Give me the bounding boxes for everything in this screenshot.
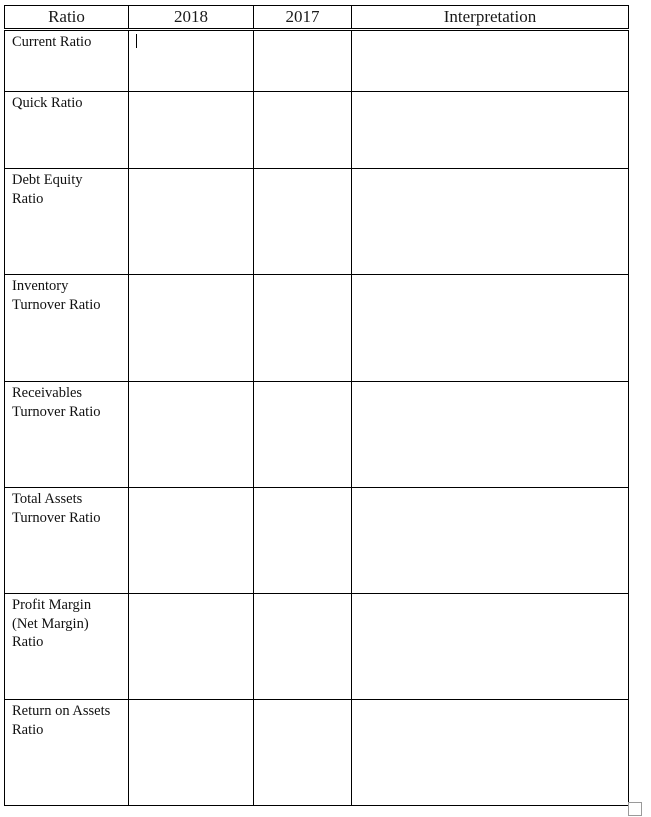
- table-resize-handle[interactable]: [628, 802, 642, 816]
- interpretation-cell[interactable]: [352, 275, 629, 382]
- value-2017-cell[interactable]: [254, 169, 352, 275]
- ratio-name-cell[interactable]: [5, 275, 129, 382]
- text-cursor: [136, 34, 137, 48]
- value-2018-cell[interactable]: [129, 169, 254, 275]
- value-2018-cell[interactable]: [129, 30, 254, 92]
- table-row: [5, 382, 629, 488]
- interpretation-cell[interactable]: [352, 382, 629, 488]
- table-row: [5, 275, 629, 382]
- value-2017-cell[interactable]: [254, 30, 352, 92]
- interpretation-cell[interactable]: [352, 594, 629, 700]
- header-2018[interactable]: 2018: [129, 6, 254, 30]
- ratio-name-line: Ratio: [12, 634, 44, 650]
- value-2017-cell[interactable]: [254, 488, 352, 594]
- ratio-name-line: Return on Assets: [12, 703, 111, 719]
- ratio-name-cell[interactable]: [5, 382, 129, 488]
- table-row: [5, 30, 629, 92]
- value-2017-cell[interactable]: [254, 700, 352, 806]
- interpretation-cell[interactable]: [352, 700, 629, 806]
- ratio-table: [4, 5, 629, 806]
- interpretation-cell[interactable]: [352, 92, 629, 169]
- ratio-name-line: Receivables: [12, 385, 83, 401]
- value-2018-cell[interactable]: [129, 594, 254, 700]
- value-2018-cell[interactable]: [129, 488, 254, 594]
- ratio-name-line: Debt Equity: [12, 172, 83, 188]
- ratio-name-line: Total Assets: [12, 491, 83, 507]
- ratio-name-line: Turnover Ratio: [12, 296, 101, 313]
- ratio-name-line: (Net Margin): [12, 615, 89, 632]
- interpretation-cell[interactable]: [352, 30, 629, 92]
- interpretation-cell[interactable]: [352, 169, 629, 275]
- value-2018-cell[interactable]: [129, 275, 254, 382]
- table-row: [5, 700, 629, 806]
- table-row: [5, 488, 629, 594]
- value-2017-cell[interactable]: [254, 594, 352, 700]
- header-ratio[interactable]: Ratio: [5, 6, 129, 30]
- ratio-name-line: Profit Margin: [12, 597, 92, 613]
- ratio-name-line: Quick Ratio: [12, 95, 83, 111]
- ratio-name-line: Turnover Ratio: [12, 509, 101, 526]
- interpretation-cell[interactable]: [352, 488, 629, 594]
- ratio-name-cell[interactable]: [5, 169, 129, 275]
- value-2017-cell[interactable]: [254, 275, 352, 382]
- value-2017-cell[interactable]: [254, 92, 352, 169]
- ratio-name-cell[interactable]: [5, 700, 129, 806]
- ratio-name-line: Turnover Ratio: [12, 403, 101, 420]
- ratio-table-container: [4, 5, 628, 806]
- ratio-name-cell[interactable]: [5, 30, 129, 92]
- header-interpretation[interactable]: Interpretation: [352, 6, 629, 30]
- table-row: [5, 92, 629, 169]
- ratio-name-line: Ratio: [12, 190, 44, 207]
- ratio-name-cell[interactable]: [5, 488, 129, 594]
- ratio-name-line: Current Ratio: [12, 34, 92, 50]
- header-row: [5, 6, 629, 30]
- ratio-name-line: Inventory: [12, 278, 69, 294]
- header-2017[interactable]: 2017: [254, 6, 352, 30]
- value-2017-cell[interactable]: [254, 382, 352, 488]
- ratio-name-cell[interactable]: [5, 594, 129, 700]
- value-2018-cell[interactable]: [129, 382, 254, 488]
- value-2018-cell[interactable]: [129, 700, 254, 806]
- value-2018-cell[interactable]: [129, 92, 254, 169]
- table-row: [5, 594, 629, 700]
- ratio-name-cell[interactable]: [5, 92, 129, 169]
- table-row: [5, 169, 629, 275]
- ratio-name-line: Ratio: [12, 721, 44, 738]
